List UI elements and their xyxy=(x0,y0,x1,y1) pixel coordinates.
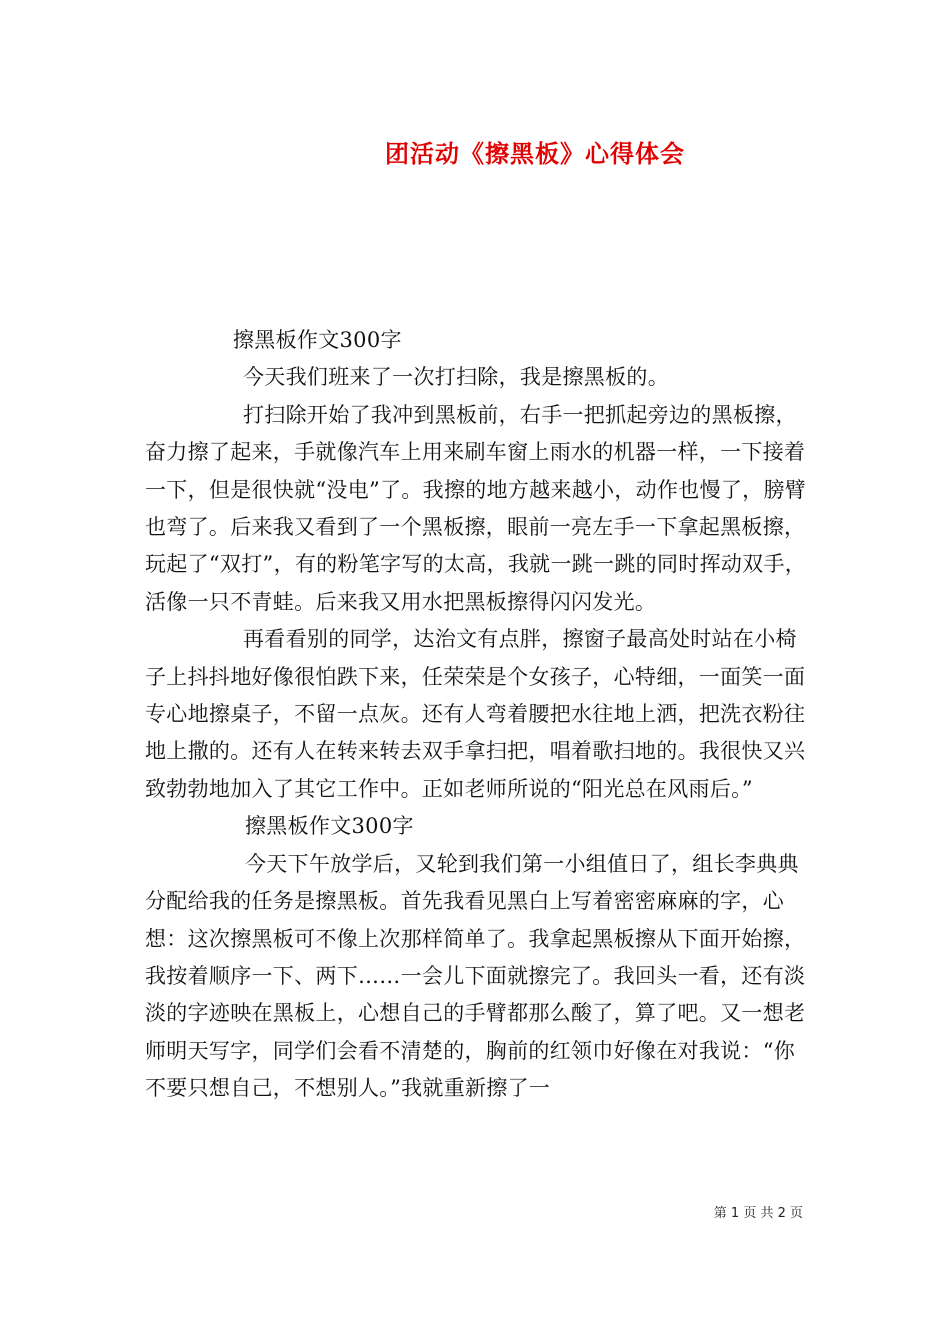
document-body xyxy=(145,322,810,1108)
section-heading: 擦黑板作文300字 xyxy=(233,328,402,352)
section-heading: 擦黑板作文300字 xyxy=(245,814,414,839)
paragraph: 今天下午放学后，又轮到我们第一小组值日了，组长李典典分配给我的任务是擦黑板。首先我看见黑白上写着密密麻麻的字，心想：这次擦黑板可不像上次那样简单了。我拿起黑板擦从下面开始擦，我按着顺序一下、两下……一会儿下面就擦完了。我回头一看，还有淡淡的字迹映在黑板上，心想自己的手臂都那么酸了，算了吧。又一想老师明天写字，同学们会看不清楚的，胸前的红领巾好像在对我说：“你不要只想自己，不想别人。”我就重新擦了一 xyxy=(145,851,806,1101)
paragraph: 再看看别的同学，达治文有点胖，擦窗子最高处时站在小椅子上抖抖地好像很怕跌下来，任荣荣是个女孩子，心特细，一面笑一面专心地擦桌子，不留一点灰。还有人弯着腰把水往地上洒，把洗衣粉往地上撒的。还有人在转来转去双手拿扫把，唱着歌扫地的。我很快又兴致勃勃地加入了其它工作中。正如老师所说的“阳光总在风雨后。” xyxy=(145,627,806,801)
paragraph: 打扫除开始了我冲到黑板前，右手一把抓起旁边的黑板擦，奋力擦了起来，手就像汽车上用来刷车窗上雨水的机器一样，一下接着一下，但是很快就“没电”了。我擦的地方越来越小，动作也慢了，膀臂也弯了。后来我又看到了一个黑板擦，眼前一亮左手一下拿起黑板擦，玩起了“双打”，有的粉笔字写的太高，我就一跳一跳的同时挥动双手，活像一只不青蛙。后来我又用水把黑板擦得闪闪发光。 xyxy=(145,402,807,614)
document-title: 团活动《擦黑板》心得体会 xyxy=(385,139,685,168)
page-number: 第 1 页 共 2 页 xyxy=(713,1206,803,1221)
paragraph: 今天我们班来了一次打扫除，我是擦黑板的。 xyxy=(243,365,669,390)
